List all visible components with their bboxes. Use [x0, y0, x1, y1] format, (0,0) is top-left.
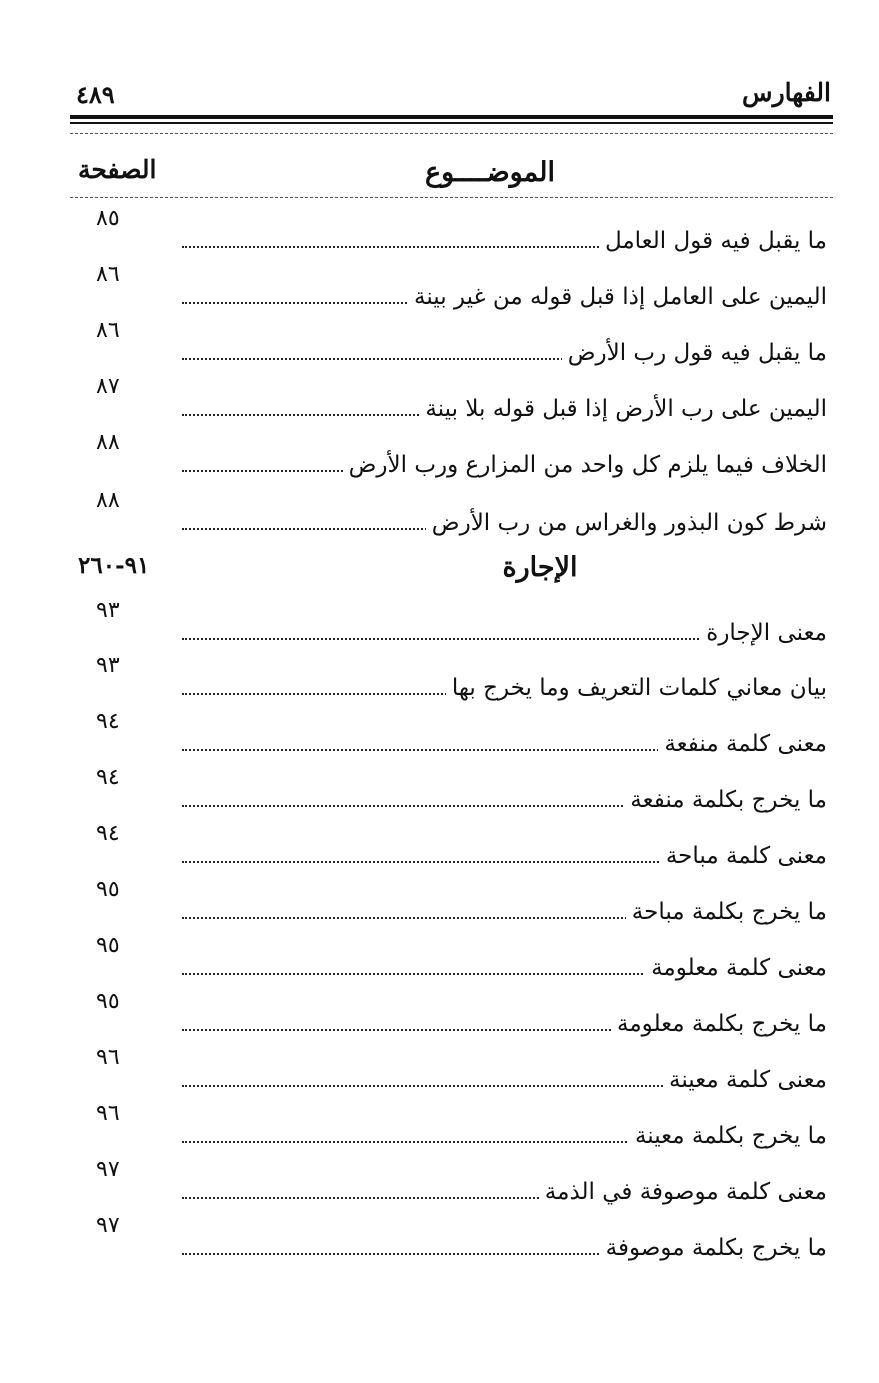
toc-entry[interactable] — [60, 1159, 827, 1209]
toc-entry-page: ٩٦ — [96, 1045, 120, 1070]
toc-entry-title: معنى كلمة موصوفة في الذمة — [539, 1179, 827, 1205]
page-number: ٤٨٩ — [76, 80, 115, 109]
toc-entry-title: اليمين على العامل إذا قبل قوله من غير بينة — [408, 284, 827, 310]
toc-entry[interactable] — [60, 991, 827, 1041]
toc-entry-page: ٨٨ — [96, 488, 120, 513]
toc-entry-title: بيان معاني كلمات التعريف وما يخرج بها — [446, 675, 827, 701]
toc-entry-title: معنى كلمة معينة — [663, 1067, 827, 1093]
section-heading[interactable] — [60, 552, 827, 596]
toc-entry-title: ما يخرج بكلمة مباحة — [626, 899, 827, 925]
toc-entry-title: ما يخرج بكلمة موصوفة — [600, 1235, 827, 1261]
running-head-title: الفهارس — [742, 78, 831, 107]
toc-entry-page: ٩٤ — [96, 709, 120, 734]
header-rule-thick — [70, 115, 833, 119]
toc-entry-title: ما يقبل فيه قول رب الأرض — [562, 340, 827, 366]
toc-entry[interactable] — [60, 264, 827, 314]
toc-entry[interactable] — [60, 935, 827, 985]
section-page-range: ٩١-٢٦٠ — [78, 552, 150, 579]
toc-entry-title: معنى كلمة معلومة — [645, 955, 827, 981]
toc-entry-page: ٩٤ — [96, 821, 120, 846]
toc-entry-title: شرط كون البذور والغراس من رب الأرض — [426, 510, 827, 536]
toc-entry-page: ٩٣ — [96, 598, 120, 623]
toc-entry-title: الخلاف فيما يلزم كل واحد من المزارع ورب الأرض — [343, 452, 827, 478]
toc-entry[interactable] — [60, 376, 827, 426]
header-dotted-rule — [70, 133, 833, 134]
toc-entry[interactable] — [60, 823, 827, 873]
running-head — [70, 78, 831, 114]
toc-entry[interactable] — [60, 879, 827, 929]
toc-entry[interactable] — [60, 208, 827, 258]
toc-entry-title: ما يخرج بكلمة منفعة — [624, 787, 827, 813]
toc-entry-title: معنى كلمة منفعة — [658, 731, 827, 757]
toc-entry-page: ٩٦ — [96, 1101, 120, 1126]
column-heading-dotted-rule — [70, 197, 833, 198]
header-rule-thin — [70, 122, 833, 124]
toc-entry[interactable] — [60, 1103, 827, 1153]
toc-entry-page: ٩٧ — [96, 1157, 120, 1182]
column-heading-page: الصفحة — [78, 155, 157, 184]
toc-entry-title: معنى كلمة مباحة — [660, 843, 827, 869]
toc-entry-page: ٩٥ — [96, 933, 120, 958]
toc-entry-page: ٨٨ — [96, 430, 120, 455]
toc-entry-title: ما يخرج بكلمة معينة — [629, 1123, 827, 1149]
toc-entry-page: ٨٦ — [96, 318, 120, 343]
toc-entry[interactable] — [60, 490, 827, 540]
toc-entry[interactable] — [60, 1047, 827, 1097]
toc-entry[interactable] — [60, 320, 827, 370]
toc-entry[interactable] — [60, 711, 827, 761]
toc-entry[interactable] — [60, 1215, 827, 1265]
toc-entry-page: ٨٥ — [96, 206, 120, 231]
toc-entry-page: ٩٧ — [96, 1213, 120, 1238]
toc-entry[interactable] — [60, 600, 827, 650]
toc-entry-page: ٩٤ — [96, 765, 120, 790]
section-title: الإجارة — [502, 552, 578, 583]
toc-entry[interactable] — [60, 432, 827, 482]
toc-entry-page: ٨٦ — [96, 262, 120, 287]
toc-entry[interactable] — [60, 655, 827, 705]
toc-entry[interactable] — [60, 767, 827, 817]
toc-entry-page: ٩٥ — [96, 877, 120, 902]
toc-entry-title: اليمين على رب الأرض إذا قبل قوله بلا بينة — [419, 396, 827, 422]
toc-entry-page: ٨٧ — [96, 374, 120, 399]
toc-entry-page: ٩٥ — [96, 989, 120, 1014]
toc-entry-title: معنى الإجارة — [700, 620, 827, 646]
toc-entry-page: ٩٣ — [96, 653, 120, 678]
toc-entry-title: ما يخرج بكلمة معلومة — [611, 1011, 827, 1037]
toc-entry-title: ما يقبل فيه قول العامل — [599, 228, 827, 254]
column-heading-topic: الموضــــوع — [425, 157, 555, 188]
